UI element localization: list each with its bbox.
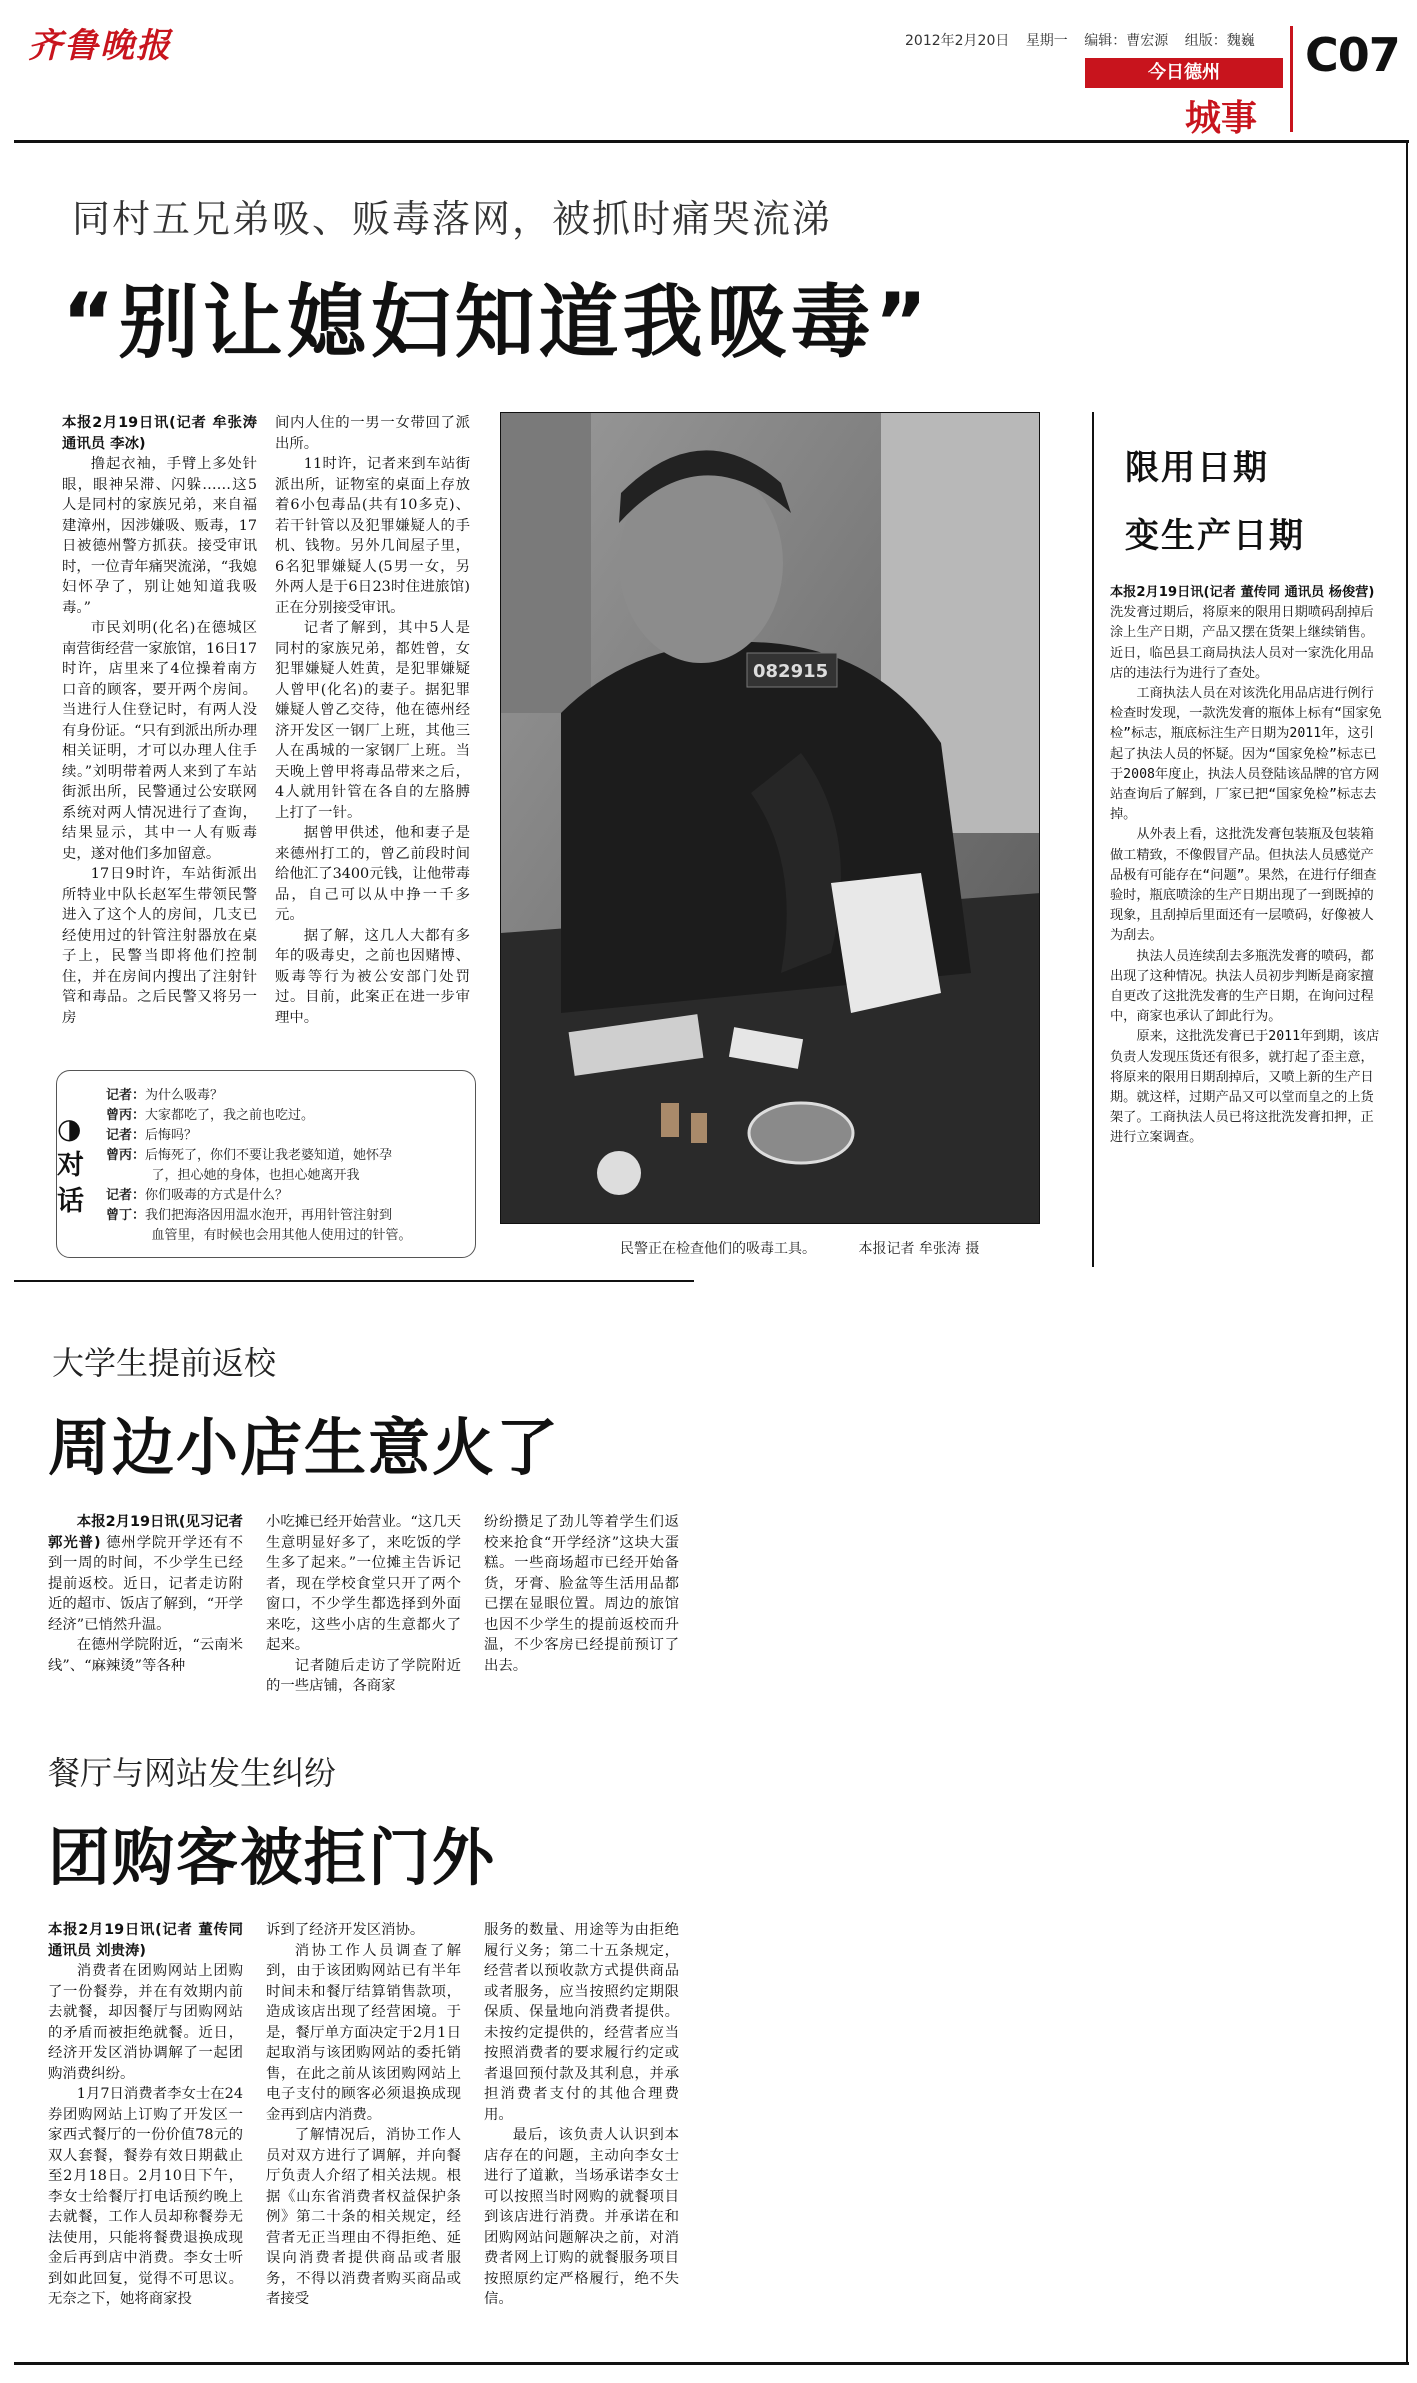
- article-paragraph: 诉到了经济开发区消协。: [266, 1922, 425, 1938]
- layout-credit: 组版：魏巍: [1184, 33, 1255, 49]
- story1-byline-para: [62, 413, 257, 454]
- page-number: C07: [1305, 28, 1400, 82]
- dialog-line: 记者：为什么吸毒？: [106, 1088, 224, 1103]
- sidebar-byline-para: 本报2月19日讯(记者 董传同 通讯员 杨俊营) 洗发膏过期后，将原来的限用日期喷码刮掉后涂上生产日期，产品又摆在货架上继续销售。近日，临邑县工商局执法人员对一家洗化用品店的违法行为进行了查处。: [1110, 585, 1375, 681]
- story3-subhead: 餐厅与网站发生纠纷: [48, 1754, 337, 1792]
- story2-byline: 本报2月19日讯(见习记者 郭光普): [48, 1514, 243, 1551]
- photo-credit: 本报记者 牟张涛 摄: [858, 1241, 980, 1257]
- story2-column-2: [266, 1512, 461, 1697]
- article-paragraph: 消协工作人员调查了解到，由于该团购网站已有半年时间未和餐厅结算销售款项，造成该店出现了经营困境。于是，餐厅单方面决定于2月1日起取消与该团购网站的委托销售，在此之前从该团购网站上电子支付的顾客必须退换成现金再到店内消费。: [266, 1942, 461, 2123]
- dialog-line: 曾丙：后悔死了，你们不要让我老婆知道，她怀孕: [106, 1148, 393, 1163]
- article-paragraph: 在德州学院附近，“云南米线”、“麻辣烫”等各种: [48, 1637, 243, 1674]
- story3-byline: 本报2月19日讯(记者 董传同 通讯员 刘贵涛): [48, 1922, 243, 1959]
- issue-date: 2012年2月20日: [905, 33, 1010, 49]
- article-paragraph: 据曾甲供述，他和妻子是来德州打工的，曾乙前段时间给他汇了3400元钱，让他带毒品，自己可以从中挣一千多元。: [275, 825, 470, 923]
- photo-caption: [620, 1238, 1017, 1258]
- story3-headline: 团购客被拒门外: [48, 1821, 497, 1894]
- article-paragraph: 17日9时许，车站街派出所特业中队长赵军生带领民警进入了这个人的房间，几支已经使用过的针管注射器放在桌子上，民警当即将他们控制住，并在房间内搜出了注射针管和毒品。之后民警又将另一房: [62, 866, 257, 1026]
- dialog-line: 血管里，有时候也会用其他人使用过的针管。: [151, 1228, 412, 1243]
- half-circle-icon: ◑: [57, 1112, 82, 1145]
- story2-column-1: [48, 1512, 243, 1676]
- editor-credit: 编辑：曹宏源: [1084, 33, 1169, 49]
- dialog-lines: [106, 1086, 468, 1246]
- dialog-line: 记者：你们吸毒的方式是什么？: [106, 1188, 289, 1203]
- dialog-line: 了，担心她的身体，也担心她离开我: [151, 1168, 360, 1183]
- article-paragraph: 工商执法人员在对该洗化用品店进行例行检查时发现，一款洗发膏的瓶体上标有“国家免检”标志，瓶底标注生产日期为2011年，这引起了执法人员的怀疑。因为“国家免检”标志已于2008年度止，执法人员登陆该品牌的官方网站查询后了解到，厂家已把“国家免检”标志去掉。: [1110, 686, 1382, 823]
- article-paragraph: 记者随后走访了学院附近的一些店铺，各商家: [266, 1657, 461, 1694]
- story3-column-2: [266, 1920, 461, 2310]
- badge-number: 082915: [753, 661, 829, 682]
- story2-byline-para: 本报2月19日讯(见习记者 郭光普) 德州学院开学还有不到一周的时间，不少学生已经提前返校。近日，记者走访附近的超市、饭店了解到，“开学经济”已悄然升温。: [48, 1514, 244, 1633]
- story1-column-1: [62, 413, 257, 1028]
- article-paragraph: 执法人员连续刮去多瓶洗发膏的喷码，都出现了这种情况。执法人员初步判断是商家擅自更改了这批洗发膏的生产日期，在询问过程中，商家也承认了卸此行为。: [1110, 948, 1374, 1025]
- sidebar-headline-1: 限用日期: [1125, 448, 1269, 488]
- article-paragraph: 据了解，这几人大都有多年的吸毒史，之前也因赌博、贩毒等行为被公安部门处罚过。目前，此案正在进一步审理中。: [275, 927, 470, 1026]
- section-rule: [14, 1280, 694, 1282]
- article-paragraph: 纷纷攒足了劲儿等着学生们返校来抢食“开学经济”这块大蛋糕。一些商场超市已经开始备货，牙膏、脸盆等生活用品都已摆在显眼位置。周边的旅馆也因不少学生的提前返校而升温，不少客房已经提前预订了出去。: [484, 1514, 679, 1674]
- issue-weekday: 星期一: [1025, 33, 1068, 49]
- article-paragraph: 市民刘明(化名)在德城区南营街经营一家旅馆，16日17时许，店里来了4位操着南方口音的顾客，要开两个房间。当进行人住登记时，有两人没有身份证。“只有到派出所办理相关证明，才可以办理人住手续。”刘明带着两人来到了车站街派出所，民警通过公安联网系统对两人情况进行了查询，结果显示，其中一人有贩毒史，遂对他们多加留意。: [62, 620, 257, 862]
- article-paragraph: 从外表上看，这批洗发膏包装瓶及包装箱做工精致，不像假冒产品。但执法人员感觉产品极有可能存在“问题”。果然，在进行仔细查验时，瓶底喷涂的生产日期出现了一到既掉的现象，且刮掉后里面还有一层喷码，好像被人为刮去。: [1110, 827, 1377, 944]
- header-rule: [14, 140, 1409, 143]
- article-paragraph: 消费者在团购网站上团购了一份餐券，并在有效期内前去就餐，却因餐厅与团购网站的矛盾而被拒绝就餐。近日，经济开发区消协调解了一起团购消费纠纷。: [48, 1963, 243, 2082]
- story3-column-3: [484, 1920, 679, 2310]
- sidebar-headline-2: 变生产日期: [1125, 516, 1305, 556]
- article-paragraph: 间内人住的一男一女带回了派出所。: [275, 415, 470, 452]
- article-paragraph: 11时许，记者来到车站街派出所，证物室的桌面上存放着6小包毒品(共有10多克)、若干针管以及犯罪嫌疑人的手机、钱物。另外几间屋子里，6名犯罪嫌疑人(5男一女，另外两人是于6日23时住进旅馆)正在分别接受审讯。: [275, 456, 470, 616]
- sidebar-byline: 本报2月19日讯(记者 董传同 通讯员 杨俊营): [1110, 585, 1375, 600]
- masthead-logo: 齐鲁晚报: [28, 26, 172, 66]
- dialog-line: 曾丙：大家都吃了，我之前也吃过。: [106, 1108, 315, 1123]
- article-paragraph: 了解情况后，消协工作人员对双方进行了调解，并向餐厅负责人介绍了相关法规。根据《山东省消费者权益保护条例》第二十条的相关规定，经营者无正当理由不得拒绝、延误向消费者提供商品或者服务，不得以消费者购买商品或者接受: [266, 2127, 461, 2307]
- news-photo-illustration: [501, 413, 1040, 1224]
- page-border-right: [1406, 140, 1408, 2365]
- sidebar-divider: [1092, 412, 1094, 1267]
- photo-caption-text: 民警正在检查他们的吸毒工具。: [620, 1241, 816, 1257]
- dialog-line: 曾丁：我们把海洛因用温水泡开，再用针管注射到: [106, 1208, 393, 1223]
- article-paragraph: 记者了解到，其中5人是同村的家族兄弟，都姓曾，女犯罪嫌疑人姓黄，是犯罪嫌疑人曾甲(化名)的妻子。据犯罪嫌疑人曾乙交待，他在德州经济开发区一钢厂上班，其他三人在禹城的一家钢厂上班。当天晚上曾甲将毒品带来之后，4人就用针管在各自的左胳膊上打了一针。: [275, 620, 470, 821]
- dialog-line: 记者：后悔吗？: [106, 1128, 198, 1143]
- dialog-label: 对话: [57, 1150, 84, 1217]
- header-meta: [905, 30, 1267, 50]
- story1-subhead: 同村五兄弟吸、贩毒落网，被抓时痛哭流涕: [72, 197, 833, 241]
- article-paragraph: 原来，这批洗发膏已于2011年到期，该店负责人发现压货还有很多，就打起了歪主意，将原来的限用日期刮掉后，又喷上新的生产日期。就这样，过期产品又可以堂而皇之的上货架了。工商执法人员已将这批洗发膏扣押，正进行立案调查。: [1110, 1029, 1380, 1146]
- article-paragraph: 撸起衣袖，手臂上多处针眼，眼神呆滞、闪躲……这5人是同村的家族兄弟，来自福建漳州，因涉嫌吸、贩毒，17日被德州警方抓获。接受审讯时，一位青年痛哭流涕，“我媳妇怀孕了，别让她知道我吸毒。”: [62, 456, 257, 616]
- story2-headline: 周边小店生意火了: [48, 1411, 561, 1484]
- story2-column-3: [484, 1512, 679, 1676]
- sidebar-body: [1110, 583, 1386, 1149]
- article-paragraph: 小吃摊已经开始营业。“这几天生意明显好多了，来吃饭的学生多了起来。”一位摊主告诉记者，现在学校食堂只开了两个窗口，不少学生都选择到外面来吃，这些小店的生意都火了起来。: [266, 1514, 461, 1653]
- news-photo: [500, 412, 1040, 1224]
- edition-tag: 今日德州: [1085, 58, 1283, 88]
- header-divider: [1290, 26, 1293, 132]
- story1-headline: “别让媳妇知道我吸毒”: [62, 276, 932, 369]
- story1-byline: 本报2月19日讯(记者 牟张涛 通讯员 李冰): [62, 415, 257, 452]
- story3-byline-para: [48, 1920, 243, 1961]
- article-paragraph: 最后，该负责人认识到本店存在的问题，主动向李女士进行了道歉，当场承诺李女士可以按照当时网购的就餐项目到该店进行消费。并承诺在和团购网站问题解决之前，对消费者网上订购的就餐服务项目按照原约定严格履行，绝不失信。: [484, 2127, 679, 2307]
- story2-subhead: 大学生提前返校: [52, 1344, 277, 1382]
- article-paragraph: 服务的数量、用途等为由拒绝履行义务；第二十五条规定，经营者以预收款方式提供商品或者服务，应当按照约定期限保质、保量地向消费者提供。未按约定提供的，经营者应当按照消费者的要求履行约定或者退回预付款及其利息，并承担消费者支付的其他合理费用。: [484, 1922, 679, 2123]
- section-title: 城事: [1185, 98, 1258, 139]
- article-paragraph: 1月7日消费者李女士在24券团购网站上订购了开发区一家西式餐厅的一份价值78元的双人套餐，餐券有效日期截止至2月18日。2月10日下午，李女士给餐厅打电话预约晚上去就餐，工作人员却称餐券无法使用，只能将餐费退换成现金后再到店中消费。李女士听到如此回复，觉得不可思议。无奈之下，她将商家投: [48, 2086, 243, 2307]
- footer-rule: [14, 2362, 1409, 2365]
- story3-column-1: [48, 1920, 243, 2310]
- story1-column-2: [275, 413, 470, 1028]
